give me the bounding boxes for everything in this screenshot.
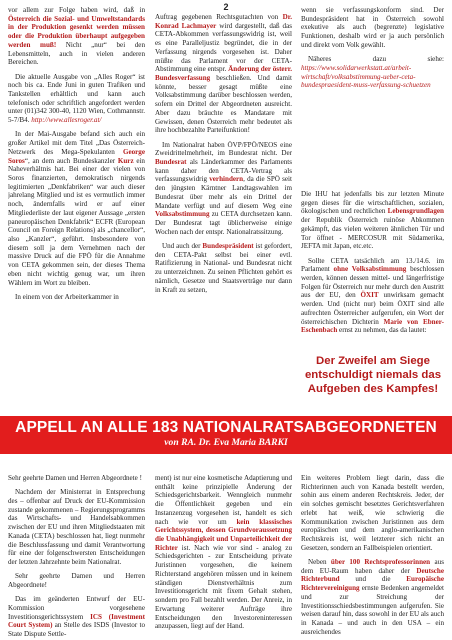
body-text: Nachdem der Ministerrat in Entsprechung des – offenbar auf Druck der EU-Kommission zustande gekommenen – Regierungsprogramms das Wirtschafts- und Handelsabkommen zwischen der EU und ihren Mitgliedstaaten mit Kanada (CETA) beschlossen hat, liegt nunmehr die Beschlussfassung und damit Verantwortung für eine der folgenschwersten Entscheidungen der letzten Jahrzehnte beim Nationalrat. <box>8 488 145 566</box>
paragraph <box>301 474 444 552</box>
paragraph <box>8 595 145 639</box>
paragraph <box>301 6 444 50</box>
highlight-text: kein klassisches Gerichtssystem, dessen Grundvoraussetzung die Unabhängigkeit und Unparteilichkeit der Richter <box>155 517 292 552</box>
body-text: zu CETA durchsetzen kann. Der Bundesrat tagt üblicherweise einige Wochen nach der entspr. Nationalratssitzung. <box>155 210 292 236</box>
paragraph <box>301 190 444 251</box>
highlight-text: Kurz <box>117 156 134 165</box>
body-text: Nicht „nur“ bei den Lebensmitteln, auch in vielen anderen Bereichen. <box>8 40 145 67</box>
highlight-text: Bundespräsident <box>202 241 254 250</box>
body-text: Die aktuelle Ausgabe von „Alles Roger“ ist noch bis ca. Ende Juni in guten Trafiken und Tankstellen erhältlich und kann auch telefonisch oder schriftlich angefordert werden unter (01)342 300-40, 1120 Wien, Cothmannstr. 5-7/B4. <box>8 72 145 125</box>
body-text: wird dargestellt, daß das CETA-Abkommen verfassungswidrig ist, weil es eine Paralleljustiz begründet, die in der Verfassung nirgends vorgesehen ist. Daher müßte das Parlament vor der CETA-Abstimmung eine entspr. <box>155 21 292 74</box>
body-text: an Stelle des ISDS (Investor to State Dispute Settle- <box>8 621 145 638</box>
body-text: Die IHU hat jedenfalls bis zur letzten Minute gegen dieses für die wirtschaftlichen, sozialen, ökologischen und rechtlichen <box>301 190 444 216</box>
article-column-3-continued <box>301 190 444 348</box>
highlight-text: Europäische Richtervereinigung <box>301 575 444 593</box>
highlight-text: Deutsche Richterbund <box>301 566 444 584</box>
body-text: ist. Nach wie vor sind - analog zu Schiedsgerichten - zur Entscheidung private Juristinnen vorgesehen, die keinem Richterstand angehören müssen und in keinem ständigen Dienstverhältnis zum Investitionsgericht mit fixem Gehalt stehen, sondern pro Fall bezahlt werden. Der Anreiz, in Erwartung weiterer Aufträge ihre Entscheidungen den Investoreninteressen anzupassen, liegt auf der Hand. <box>155 543 292 631</box>
paragraph <box>155 474 292 631</box>
body-text: , da die SPÖ seit den jüngsten Kärntner Landtagswahlen im Bundesrat über mehr als ein Drittel der Mandate verfügt und auf diesem Weg eine <box>155 175 292 210</box>
highlight-text: Lebensgrundlagen <box>387 207 444 216</box>
body-text: Sehr geehrte Damen und Herren Abgeordnete! <box>8 572 145 589</box>
paragraph <box>8 488 145 566</box>
highlight-text: über 100 Rechtsprofessorinnen <box>330 557 431 566</box>
paragraph <box>155 13 292 135</box>
pull-quote: Der Zweifel am Siege entschuldigt niemals das Aufgeben des Kampfes! <box>304 355 442 395</box>
body-text: Näheres dazu siehe: <box>308 55 444 64</box>
highlight-text: Österreich die Sozial- und Umweltstandards in der Produktion gesenkt werden müssen oder die Produktion überhaupt aufgegeben werden muß! <box>8 14 145 49</box>
highlight-text: George Soros <box>8 147 145 165</box>
body-text: vor allem zur Folge haben wird, daß in <box>8 6 145 14</box>
highlight-text: Marie von Ebner-Eschenbach <box>301 317 444 335</box>
body-text: der Republik Österreich ruinöse Abkommen gekämpft, das vielen weiteren ähnlichen Tür und Tor öffnet - MERCOSUR mit Südamerika, JEFTA mit Japan, etc.etc. <box>301 216 444 251</box>
body-text: unwirksam gemacht werden. Und (nicht nur) beim ÖXIT sind alle aufrechten Österreicher aufgerufen, ein Wort der österreichischen Dichterin <box>301 291 444 326</box>
body-text: und die <box>339 575 407 584</box>
body-text: wenn sie verfassungskonform sind. Der Bundespräsident hat in Österreich sowohl exekutive als auch (begrenzte) legislative Funktionen, deshalb wird er ja auch persönlich und direkt vom Volk gewählt. <box>301 6 444 49</box>
body-text: ernste Bedenken angemeldet und zur Streichung der Investitionsschiedsbestimmungen aufgerufen. Sie weisen darauf hin, dass sowohl in der EU als auch in Kanada – und auch in den USA – ein ausreichendes <box>301 584 444 636</box>
paragraph <box>8 572 145 589</box>
paragraph <box>155 242 292 294</box>
paragraph <box>8 73 145 125</box>
highlight-text: ÖXIT <box>360 291 379 300</box>
body-text: Neben <box>308 557 331 566</box>
appeal-column-2 <box>155 474 292 640</box>
body-text: ein Naheverhältnis hat. Bei einer der vielen von Soros finanzierten, demokratisch nirgends legitimierten „Denkfabriken“ war auch dieser jahrelang Mitglied und ist es vermutlich immer noch, ändernfalls wird er auf einer Mitgliederliste der laut eigener Aussage „ersten paneuropäischen Denkfabrik“ ECFR (European Council on Foreign Relations) als „chancellor“, also „Kanzler“, geführt. Insbesondere von diesem soll ja dem Vernehmen nach der massive Druck auf die FPÖ für die Annahme von CETA gekommen sein, der dieses Thema eben nicht wichtig genug war, um ihren Wählern im Wort zu bleiben. <box>8 156 145 287</box>
body-text: ment) ist nur eine kosmetische Adaptierung und enthält keine prinzipielle Änderung der Schiedsgerichtsbarkeit. Wenngleich nunmehr die Öffentlichkeit gegeben und ein Instanzenzug vorgesehen ist, handelt es sich nach wie vor um <box>155 474 292 526</box>
highlight-text: ohne Volksabstimmung <box>333 265 407 274</box>
body-text: beschlossen werden, können dessen mittel- und längerfristige Folgen für Österreich nur mehr durch den Austritt aus der EU, den <box>301 265 444 300</box>
body-text: In einem von der Arbeiterkammer in <box>15 292 119 301</box>
body-text: Auftrag gegebenen Rechtsgutachten von <box>155 13 283 21</box>
highlight-text: Volksabstimmung <box>155 210 210 219</box>
body-text: In der Mai-Ausgabe befand sich auch ein großer Artikel mit dem Titel „Das Österreich-Netzwerk des Mega-Spekulanten <box>8 130 145 156</box>
paragraph <box>301 558 444 636</box>
body-text: als Länderkammer des Parlaments kann daher den CETA-Vertrag als verfassungswidrig <box>155 158 292 184</box>
body-text: Das im geänderten Entwurf der EU-Kommission vorgesehene Investitionsgerichtssystem <box>8 595 145 621</box>
body-text: Ein weiteres Problem liegt darin, dass die Richterinnen auch von Kanada bestellt werden, sohin aus einem anderen Rechtskreis. Jeder, der ein solches gemischt besetztes Gerichtsverfahren erlebt hat weiß, wie schwierig die Kommunikation zwischen Juristinnen aus dem europäischen und dem anglo-amerikanischen Rechtskreis ist, weil letzterer sich nicht an Gesetzen, sondern an Fallbeispielen orientiert. <box>301 474 444 552</box>
appeal-column-1 <box>8 474 145 640</box>
highlight-text: Dr. Konrad Lachmayer <box>155 13 292 30</box>
body-text: ist gefordert, den CETA-Pakt selbst bei einer evtl. Ratifizierung in National- und Bundesrat nicht zu unterzeichnen. Zu seinen Pflichten gehört es nämlich, Gesetze und Staatsverträge nur dann in Kraft zu setzen, <box>155 241 292 294</box>
highlight-text: verhindern <box>209 175 244 184</box>
article-column-1 <box>8 6 145 408</box>
highlight-text: ICS (Investment Court System) <box>8 612 145 630</box>
paragraph <box>301 55 444 90</box>
highlight-text: Bundesrat <box>155 158 187 166</box>
body-text: Sehr geehrte Damen und Herren Abgeordnete ! <box>8 474 142 482</box>
link-text: http://www.allesroger.at/ <box>31 116 102 125</box>
article-column-3 <box>301 6 444 186</box>
paragraph <box>8 130 145 287</box>
paragraph <box>155 141 292 237</box>
body-text: ernst zu nehmen, das da lautet: <box>337 326 427 335</box>
body-text: “, an dem auch Bundeskanzler <box>24 156 118 165</box>
appeal-column-3 <box>301 474 444 640</box>
article-column-2 <box>155 13 292 408</box>
body-text: beschließen. Und damit könnte, besser gesagt müßte eine Volksabstimmung darüber beschlossen werden, sofern ein Drittel der Abgeordneten ausreicht. Aber dazu bräuchte es Mandatare mit Gewissen, denen Österreich mehr bedeutet als ihre hochbezahlte Parteifunktion! <box>155 74 292 135</box>
appeal-byline: von RA. Dr. Eva Maria BARKI <box>164 437 288 448</box>
body-text: Im Nationalrat haben ÖVP/FPÖ/NEOS eine Zweidrittelmehrheit, im Bundesrat nicht. Der <box>155 140 292 158</box>
appeal-headline: APPELL AN ALLE 183 NATIONALRATSABGEORDNETEN <box>15 419 437 436</box>
paragraph <box>8 293 145 302</box>
body-text: Und auch der <box>162 241 203 250</box>
paragraph <box>301 257 444 335</box>
paragraph <box>8 6 145 67</box>
paragraph <box>8 474 145 483</box>
highlight-text: Änderung der österr. Bundesverfassung <box>155 65 292 83</box>
link-text: https://www.solidarwerkstatt.at/arbeit-wirtschaft/volksabstimmung-ueber-ceta-bundespraesident-muss-verfassung-schuetzen <box>301 63 431 90</box>
body-text: Sollte CETA tatsächlich am 13./14.6. im Parlament <box>301 256 444 274</box>
page-number: 2 <box>223 2 229 12</box>
body-text: aus dem EU-Raum haben daher der <box>301 557 444 575</box>
appeal-banner <box>0 416 452 454</box>
